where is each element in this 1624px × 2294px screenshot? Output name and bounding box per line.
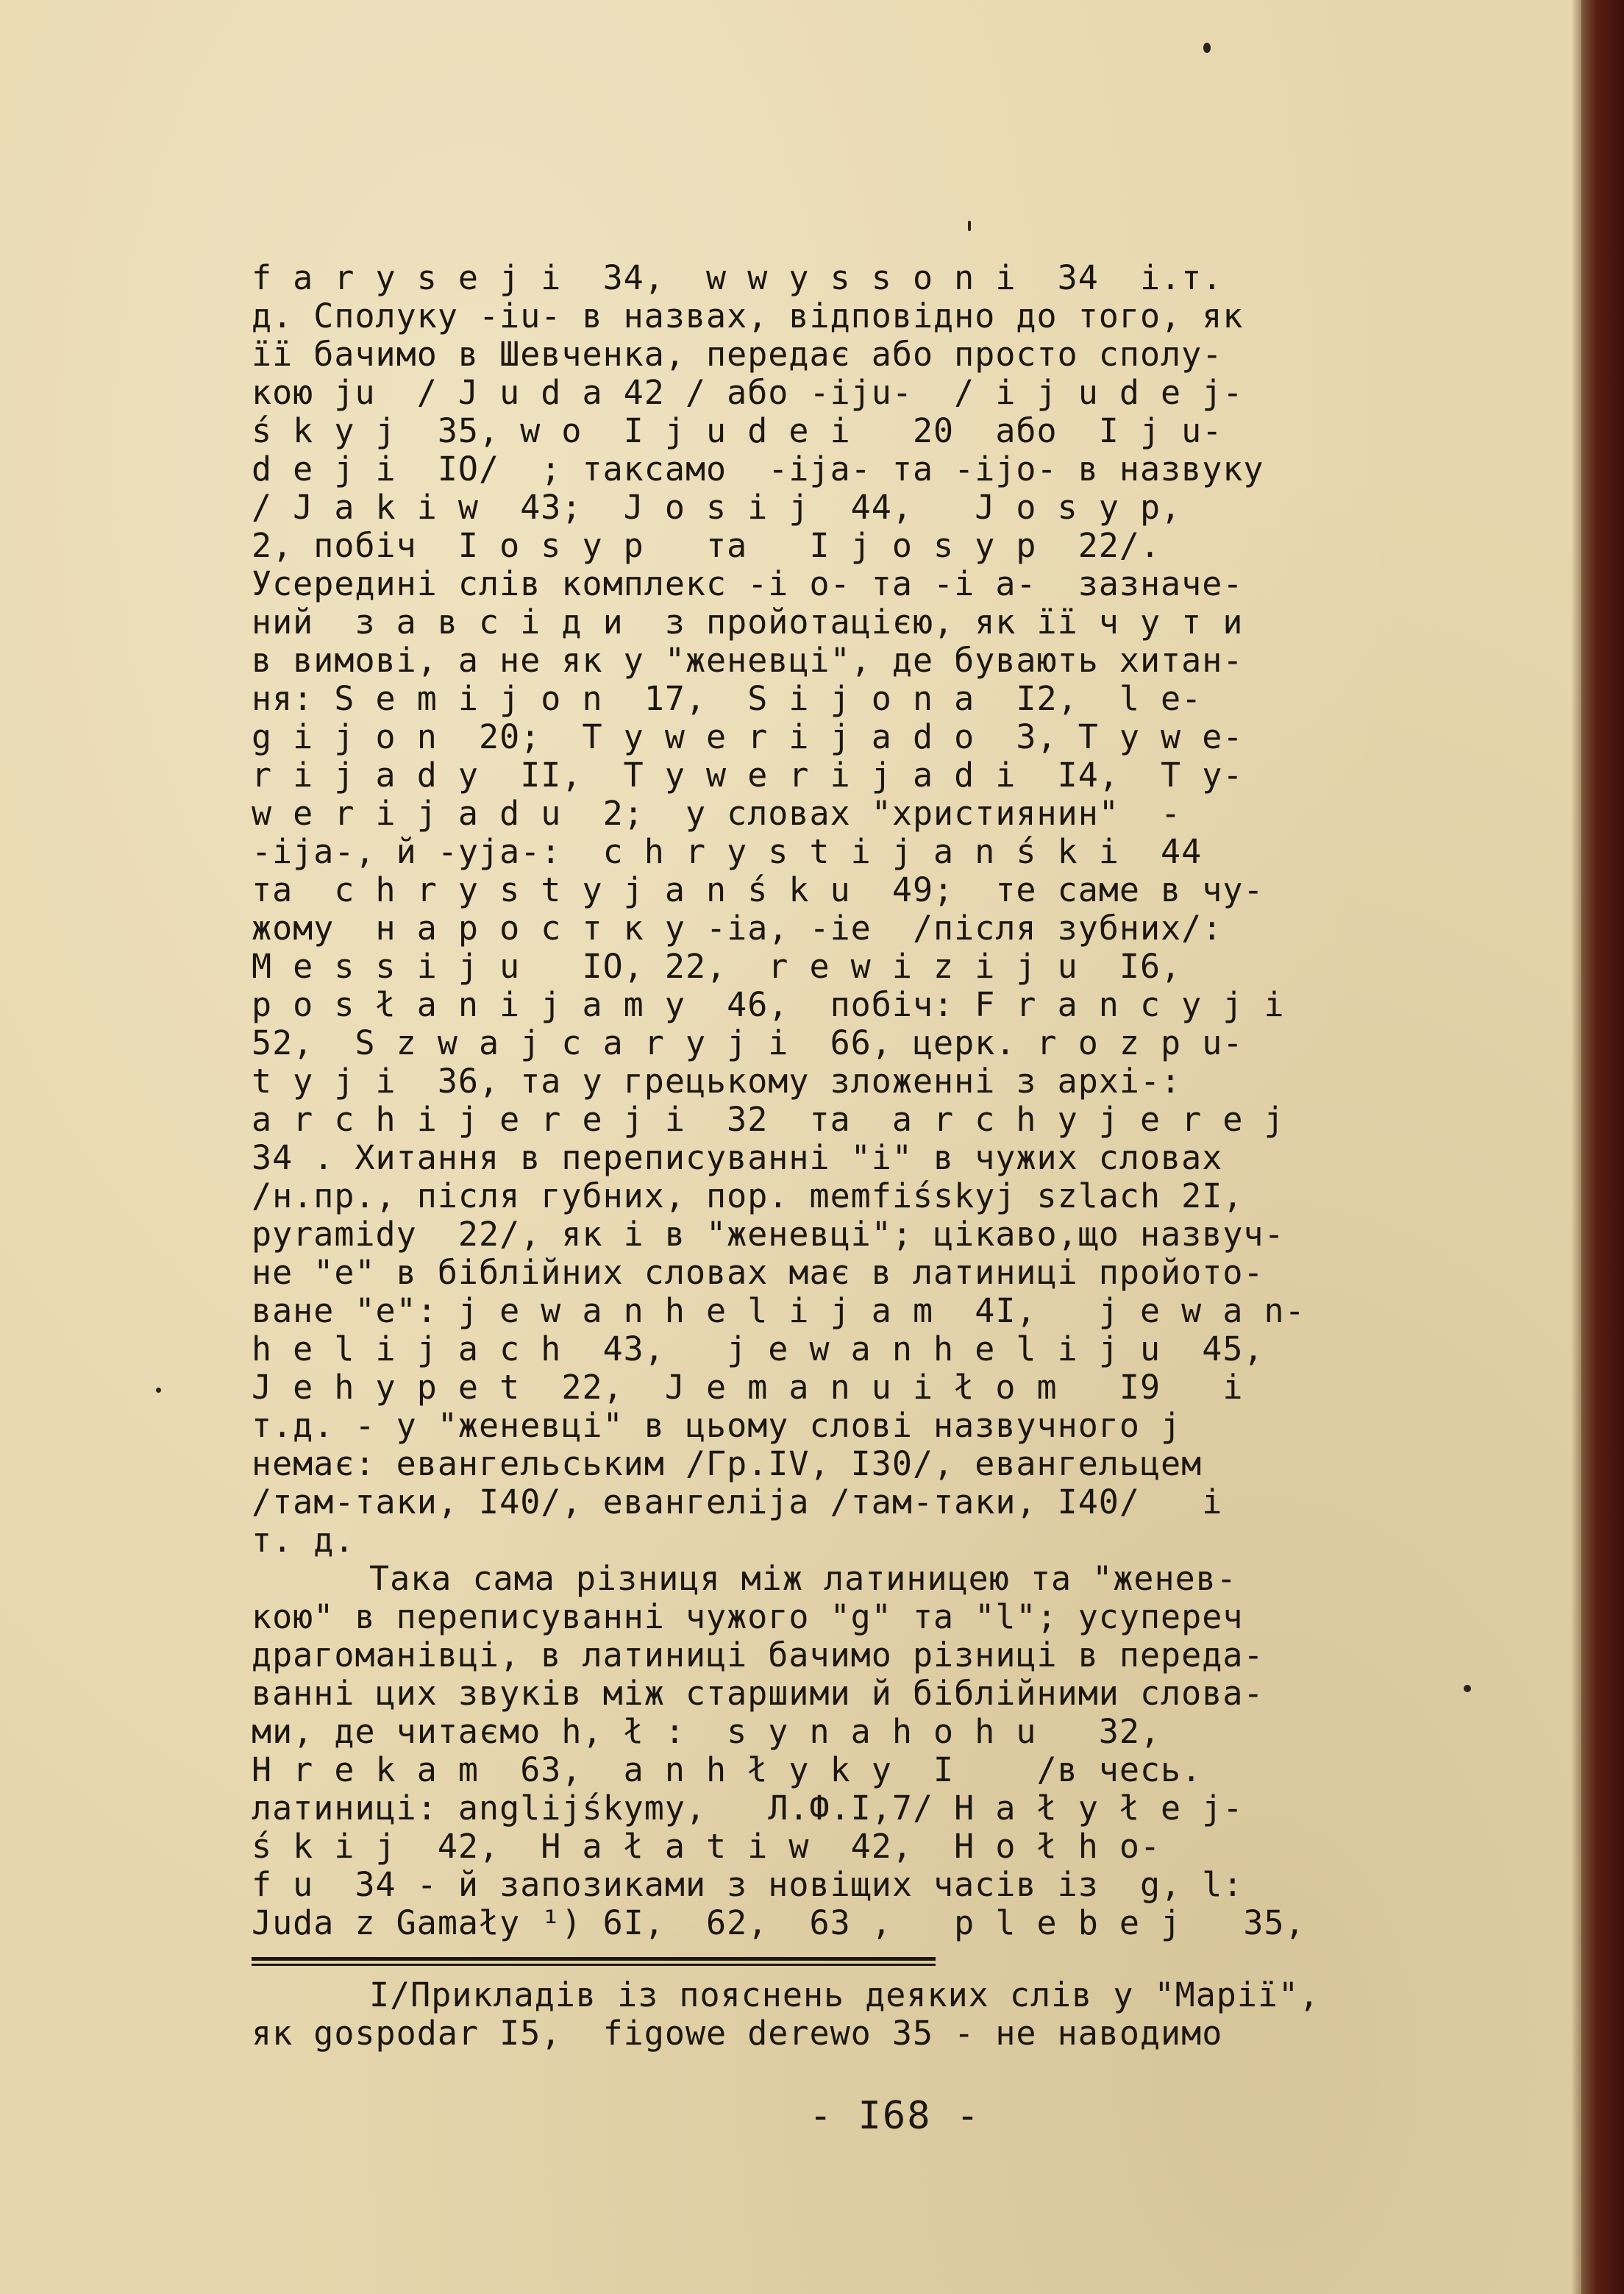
text-line: латиниці: anglijśkymy, Л.Ф.I,7/ H a ł y ł e j-	[252, 1789, 1244, 1828]
text-line: Усередині слів комплекс -і о- та -і а- зазначе-	[252, 565, 1244, 603]
text-line: Така сама різниця між латиницею та "женев-	[369, 1560, 1237, 1598]
paragraph-2	[252, 1560, 1428, 1942]
text-line: g i j o n 20; T y w e r i j a d o 3, T y w e-	[252, 718, 1244, 756]
ink-speck	[1203, 43, 1211, 53]
text-line: т. д.	[252, 1521, 355, 1560]
text-line: драгоманівці, в латиниці бачимо різниці в переда-	[252, 1636, 1264, 1675]
text-line: д. Сполуку -iu- в назвах, відповідно до того, як	[252, 297, 1244, 335]
footnote-line: як gospodar I5, figowe derewo 35 - не наводимо	[252, 2014, 1223, 2053]
text-line: d e j i IO/ ; таксамо -ija- та -ijo- в назвуку	[252, 450, 1264, 489]
text-line: pyramidy 22/, як і в "женевці"; цікаво,що назвуч-	[252, 1215, 1285, 1254]
text-line: кою" в переписуванні чужого "g" та "l"; усупереч	[252, 1598, 1244, 1636]
text-line: H r e k a m 63, a n h ł y k y I /в чесь.	[252, 1751, 1203, 1789]
paragraph-1	[252, 259, 1428, 1560]
text-line: / J a k i w 43; J o s i j 44, J o s y p,	[252, 489, 1182, 527]
text-line: жому н а р о с т к у -ia, -ie /після зубних/:	[252, 909, 1223, 948]
book-binding	[1581, 0, 1624, 2294]
text-line: -ija-, й -yja-: c h r y s t i j a n ś k i 44	[252, 833, 1203, 871]
text-line: f u 34 - й запозиками з новіщих часів із g, l:	[252, 1866, 1244, 1904]
text-line: ване "е": j e w a n h e l i j a m 4I, j e w a n-	[252, 1292, 1306, 1330]
text-line: 34 . Хитання в переписуванні "і" в чужих словах	[252, 1139, 1223, 1177]
text-line: ванні цих звуків між старшими й біблійними слова-	[252, 1675, 1264, 1713]
footnote-separator	[252, 1957, 936, 1966]
text-line: 52, S z w a j c a r y j i 66, церк. r o z p u-	[252, 1024, 1244, 1062]
text-line: /там-таки, I40/, евангелija /там-таки, I40/ і	[252, 1483, 1223, 1521]
text-line: Juda z Gamały ¹) 6I, 62, 63 , p l e b e j 35,	[252, 1904, 1306, 1942]
text-line: не "е" в біблійних словах має в латиниці пройото-	[252, 1254, 1264, 1292]
page-number: - I68 -	[809, 2094, 981, 2138]
text-line: J e h y p e t 22, J e m a n u i ł o m I9 і	[252, 1368, 1244, 1407]
text-line: t y j i 36, та у грецькому зложенні з архі-:	[252, 1062, 1182, 1101]
text-block	[252, 259, 1428, 2053]
text-line: ми, де читаємо h, ł : s y n a h o h u 32,	[252, 1713, 1161, 1751]
text-line: в вимові, а не як у "женевці", де бувають хитан-	[252, 642, 1244, 680]
text-line: /н.пр., після губних, пор. memfiśskyj szlach 2I,	[252, 1177, 1244, 1215]
text-line: 2, побіч I o s y p та I j o s y p 22/.	[252, 527, 1161, 565]
footnote-line: I/Прикладів із пояснень деяких слів у "Марії",	[369, 1976, 1320, 2014]
text-line: ня: S e m i j o n 17, S i j o n a I2, l e-	[252, 680, 1203, 718]
text-line: т.д. - у "женевці" в цьому слові назвучного j	[252, 1407, 1182, 1445]
text-line: M e s s i j u IO, 22, r e w i z i j u I6,	[252, 948, 1182, 986]
text-line: r i j a d y II, T y w e r i j a d i I4, T y-	[252, 756, 1244, 795]
text-line: p o s ł a n i j a m y 46, побіч: F r a n c y j i	[252, 986, 1285, 1024]
text-line: її бачимо в Шевченка, передає або просто сполу-	[252, 335, 1223, 374]
text-line: ś k y j 35, w o I j u d e i 20 або I j u-	[252, 412, 1223, 450]
ink-speck	[1464, 1685, 1471, 1692]
text-line: ś k i j 42, H a ł a t i w 42, H o ł h o-	[252, 1828, 1161, 1866]
ink-speck	[968, 221, 971, 231]
text-line: a r c h i j e r e j i 32 та a r c h y j e r e j	[252, 1101, 1285, 1139]
text-line: f a r y s e j i 34, w w y s s o n i 34 i.т.	[252, 259, 1223, 297]
text-line: кою ju / J u d a 42 / або -iju- / i j u d e j-	[252, 374, 1244, 412]
ink-speck	[156, 1388, 161, 1393]
text-line: w e r i j a d u 2; у словах "християнин" -	[252, 795, 1182, 833]
footnote	[252, 1976, 1428, 2053]
text-line: h e l i j a c h 43, j e w a n h e l i j u 45,	[252, 1330, 1264, 1368]
text-line: немає: евангельським /Гр.IV, I30/, евангельцем	[252, 1445, 1203, 1483]
text-line: ний з а в с і д и з пройотацією, як її ч у т и	[252, 603, 1244, 642]
text-line: та c h r y s t y j a n ś k u 49; те саме в чу-	[252, 871, 1264, 909]
